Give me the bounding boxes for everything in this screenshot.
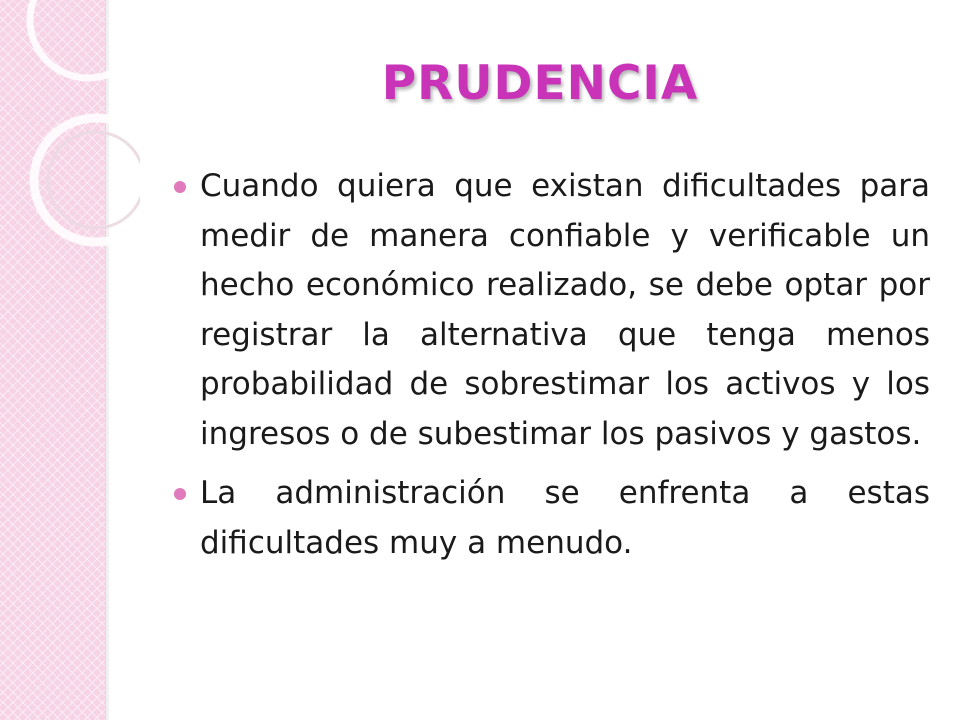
bullet-dot-icon — [174, 488, 186, 500]
bullet-text: Cuando quiera que existan dificultades para medir de manera confiable y verificable un hecho económico realizado, se debe optar por registrar la alternativa que tenga menos probabilidad de sobrestimar los activos y los ingresos o de subestimar los pasivos y gastos. — [200, 168, 930, 452]
bullet-list — [172, 162, 930, 578]
decorative-ring-inner — [48, 132, 140, 228]
slide-title: PRUDENCIA — [381, 56, 699, 111]
bullet-item — [172, 469, 930, 568]
bullet-text: La administración se enfrenta a estas dificultades muy a menudo. — [200, 475, 930, 561]
decorative-ring-bottom — [34, 118, 140, 242]
decorative-rings — [0, 0, 140, 250]
bullet-dot-icon — [174, 181, 186, 193]
bullet-item — [172, 162, 930, 459]
